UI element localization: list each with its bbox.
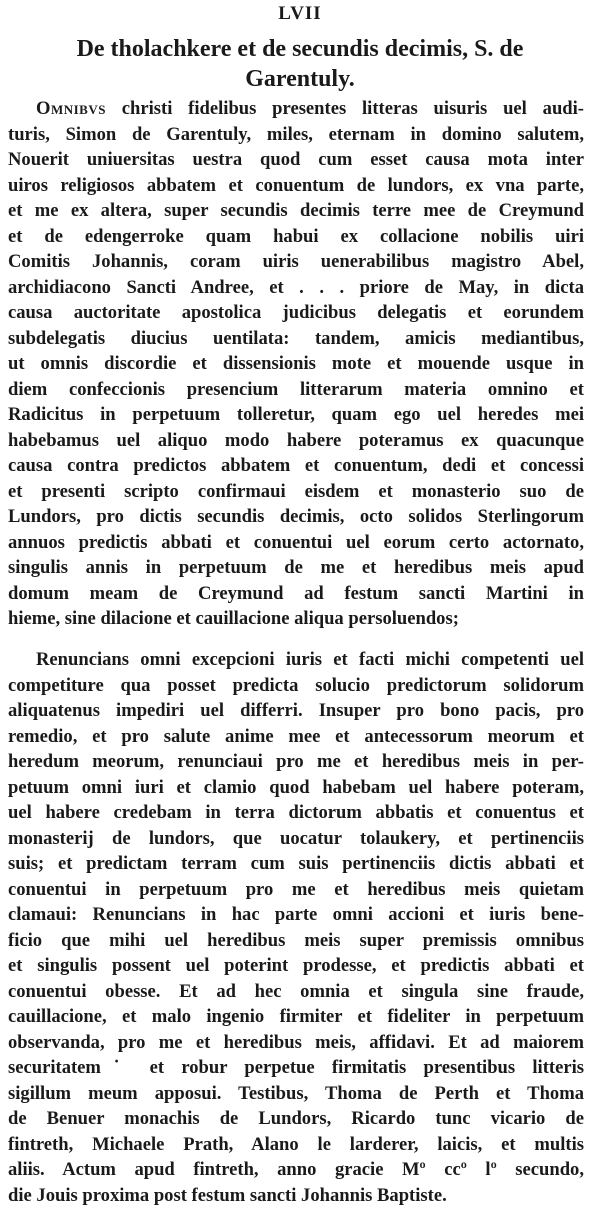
line-text: conuentui obesse. Et ad hec omnia et singula sine fraude,: [8, 981, 584, 1002]
line-text: observanda, pro me et heredibus meis, affidavi. Et ad maiorem: [8, 1032, 584, 1053]
text-line: [8, 147, 584, 173]
line-text: ut omnis discordie et dissensionis mote et mouende usque in: [8, 353, 584, 374]
line-text: causa auctoritate apostolica judicibus delegatis et eorundem: [8, 302, 584, 323]
text-line: [8, 902, 584, 928]
charter-number: LVII: [0, 2, 600, 26]
line-text: fintreth, Michaele Prath, Alano le larderer, laicis, et multis: [8, 1134, 584, 1155]
text-line: [8, 326, 584, 352]
line-text: et de edengerroke quam habui ex collacione nobilis uiri: [8, 226, 584, 247]
charter-title: De tholachkere et de secundis decimis, S. de Garentuly.: [30, 34, 570, 94]
text-line: [8, 249, 584, 275]
line-text: Renuncians omni excepcioni iuris et facti michi competenti uel: [36, 649, 584, 670]
line-text: habebamus uel aliquo modo habere poteramus ex quacunque: [8, 430, 584, 451]
line-text: aliis. Actum apud fintreth, anno gracie Mº ccº lº secundo,: [8, 1159, 584, 1180]
line-text: heredum meorum, renunciaui pro me et heredibus meis in per-: [8, 751, 584, 772]
text-line: [8, 1106, 584, 1132]
text-line: [8, 300, 584, 326]
line-text: turis, Simon de Garentuly, miles, eternam in domino salutem,: [8, 124, 584, 145]
text-line: [8, 1055, 584, 1081]
text-line: [8, 724, 584, 750]
line-text: archidiacono Sancti Andree, et . . . priore de May, in dicta: [8, 277, 584, 298]
line-text: et singulis possent uel poterint prodesse, et predictis abbati et: [8, 955, 584, 976]
text-line: [8, 275, 584, 301]
text-line: [8, 377, 584, 403]
line-text: diem confeccionis presencium litterarum materia omnino et: [8, 379, 584, 400]
text-line: [8, 775, 584, 801]
line-text: et me ex altera, super secundis decimis terre mee de Creymund: [8, 200, 584, 221]
line-text: die Jouis proxima post festum sancti Johannis Baptiste.: [8, 1185, 447, 1206]
line-text: securitatem˙ et robur perpetue firmitatis presentibus litteris: [8, 1057, 584, 1078]
line-text: subdelegatis diucius uentilata: tandem, amicis mediantibus,: [8, 328, 584, 349]
text-line: [8, 428, 584, 454]
text-line: [8, 224, 584, 250]
text-line: [8, 555, 584, 581]
text-line: [8, 749, 584, 775]
line-text: aliquatenus impediri uel differri. Insuper pro bono pacis, pro: [8, 700, 584, 721]
line-text: conuentui in perpetuum pro me et heredibus meis quietam: [8, 879, 584, 900]
text-line: [8, 1030, 584, 1056]
text-line: [8, 979, 584, 1005]
text-line: [8, 453, 584, 479]
text-line: [8, 1081, 584, 1107]
line-text: domum meam de Creymund ad festum sancti Martini in: [8, 583, 584, 604]
text-line: [8, 1157, 584, 1183]
line-text: singulis annis in perpetuum de me et heredibus meis apud: [8, 557, 584, 578]
text-line: [8, 198, 584, 224]
line-text: suis; et predictam terram cum suis pertinenciis dictis abbati et: [8, 853, 584, 874]
text-line: [8, 800, 584, 826]
line-text: cauillacione, et malo ingenio firmiter et fideliter in perpetuum: [8, 1006, 584, 1027]
line-text: competiture qua posset predicta solucio predictorum solidorum: [8, 675, 584, 696]
text-line: [8, 606, 584, 632]
line-text: annuos predictis abbati et conuentui uel eorum certo actornato,: [8, 532, 584, 553]
text-line: [8, 1132, 584, 1158]
charter-paragraph-1: [8, 96, 584, 632]
text-line: [8, 1004, 584, 1030]
text-line: [8, 504, 584, 530]
line-text: causa contra predictos abbatem et conuentum, dedi et concessi: [8, 455, 584, 476]
text-line: [8, 851, 584, 877]
text-line: [8, 877, 584, 903]
text-line: [8, 647, 584, 673]
text-line: [8, 581, 584, 607]
line-text: christi fidelibus presentes litteras uisuris uel audi-: [106, 98, 584, 119]
text-line: [8, 530, 584, 556]
line-text: uel habere credebam in terra dictorum abbatis et conuentus et: [8, 802, 584, 823]
line-text: ficio que mihi uel heredibus meis super premissis omnibus: [8, 930, 584, 951]
line-text: Lundors, pro dictis secundis decimis, octo solidos Sterlingorum: [8, 506, 584, 527]
text-line: [8, 928, 584, 954]
line-text: Nouerit uniuersitas uestra quod cum esset causa mota inter: [8, 149, 584, 170]
line-text: sigillum meum apposui. Testibus, Thoma de Perth et Thoma: [8, 1083, 584, 1104]
line-text: remedio, et pro salute anime mee et antecessorum meorum et: [8, 726, 584, 747]
line-text: Radicitus in perpetuum tolleretur, quam ego uel heredes mei: [8, 404, 584, 425]
line-text: hieme, sine dilacione et cauillacione aliqua persoluendos;: [8, 608, 459, 629]
text-line: [8, 122, 584, 148]
charter-paragraph-2: [8, 647, 584, 1208]
line-text: et presenti scripto confirmaui eisdem et monasterio suo de: [8, 481, 584, 502]
text-line: [8, 351, 584, 377]
line-text: uiros religiosos abbatem et conuentum de lundors, ex vna parte,: [8, 175, 584, 196]
text-line: [8, 96, 584, 122]
text-line: [8, 479, 584, 505]
line-text: Comitis Johannis, coram uiris uenerabilibus magistro Abel,: [8, 251, 584, 272]
text-line: [8, 173, 584, 199]
line-text: petuum omni iuri et clamio quod habebam uel habere poteram,: [8, 777, 584, 798]
text-line: [8, 826, 584, 852]
text-line: [8, 673, 584, 699]
opening-word: Omnibvs: [36, 98, 106, 119]
line-text: monasterij de lundors, que uocatur tolaukery, et pertinenciis: [8, 828, 584, 849]
line-text: clamaui: Renuncians in hac parte omni accioni et iuris bene-: [8, 904, 584, 925]
line-text: de Benuer monachis de Lundors, Ricardo tunc vicario de: [8, 1108, 584, 1129]
text-line: [8, 402, 584, 428]
text-line: [8, 698, 584, 724]
text-line: [8, 1183, 584, 1208]
text-line: [8, 953, 584, 979]
